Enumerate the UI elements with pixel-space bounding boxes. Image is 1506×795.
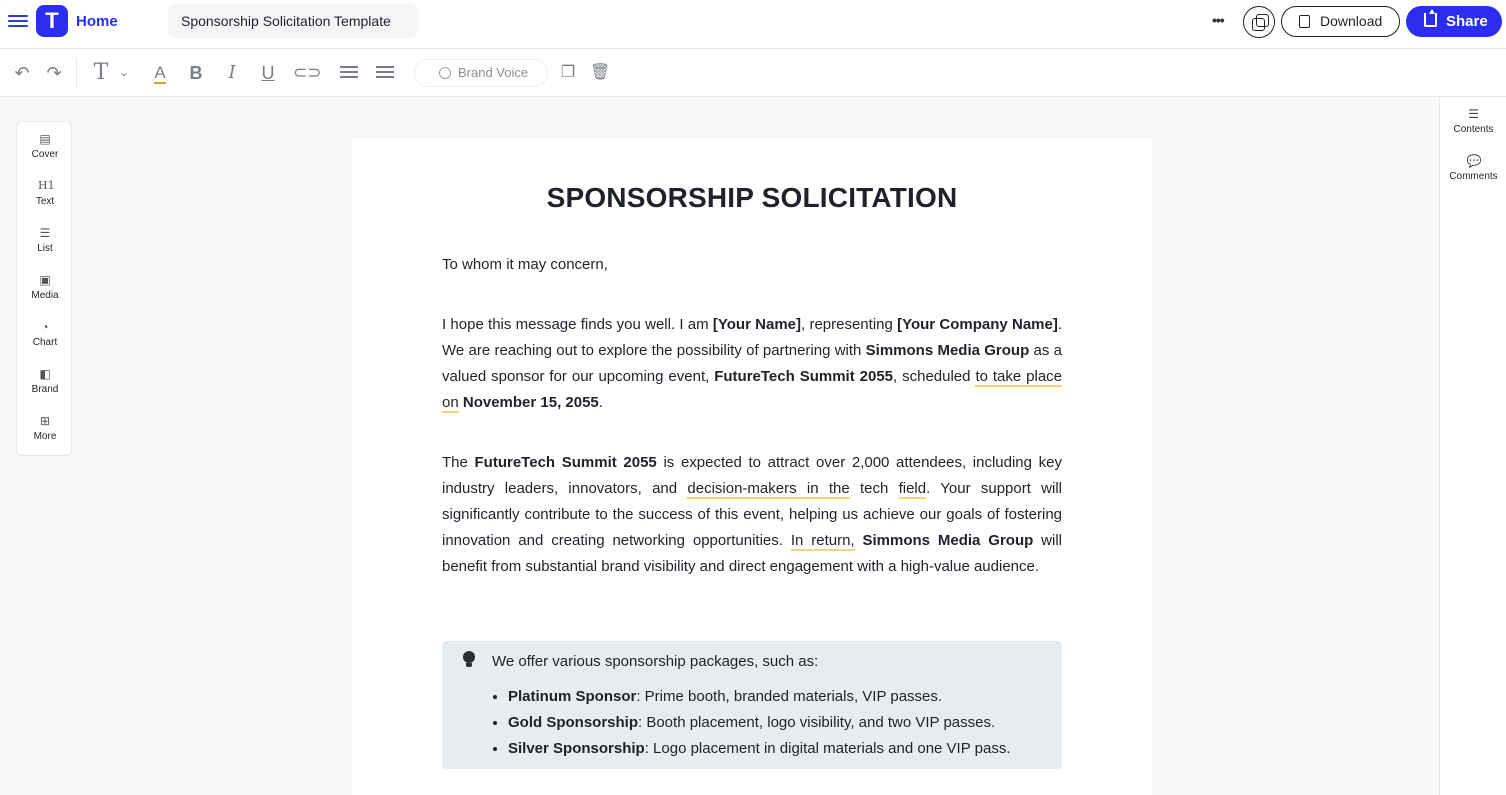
insert-brand-button[interactable]: [17, 367, 73, 409]
download-label: Download: [1320, 13, 1383, 29]
comments-label: Comments: [1449, 171, 1498, 182]
link-icon[interactable]: ⊂⊃: [293, 63, 322, 82]
document-heading[interactable]: SPONSORSHIP SOLICITATION: [546, 182, 958, 213]
document-page[interactable]: [352, 139, 1152, 795]
benefits-paragraph[interactable]: The FutureTech Summit 2055 is expected to attract over 2,000 attendees, including key industry leaders, innovators, and decision-makers in the tech field. Your support will significantly contribute to the success of this event, helping us achieve our goals of fostering innovation and creating networking opportunities. In return, Simmons Media Group will benefit from substantial brand visibility and direct engagement with a high-value audience.: [442, 454, 1063, 575]
brand-icon: ◧: [39, 367, 51, 381]
text-style-icon[interactable]: T: [93, 60, 109, 85]
image-icon: ▣: [39, 273, 51, 287]
insert-chart-label: Chart: [32, 337, 58, 348]
grid-icon: ⊞: [39, 414, 51, 428]
share-label: Share: [1446, 13, 1488, 30]
contents-button[interactable]: [1440, 107, 1506, 135]
share-button[interactable]: [1406, 6, 1502, 37]
trash-icon[interactable]: 🗑: [590, 64, 611, 81]
toolbar-divider: [76, 58, 77, 88]
italic-icon[interactable]: I: [228, 62, 236, 83]
intro-paragraph[interactable]: I hope this message finds you well. I am [Your Name], representing [Your Company Name]. We are reaching out to explore the possibility of partnering with Simmons Media Group as a valued sponsor for our upcoming event, FutureTech Summit 2055, scheduled to take place on November 15, 2055.: [442, 316, 1063, 411]
insert-more-label: More: [33, 431, 57, 442]
underline-icon[interactable]: U: [261, 63, 275, 83]
text-color-icon[interactable]: A: [154, 63, 166, 82]
insert-list-button[interactable]: [17, 226, 73, 268]
bold-icon[interactable]: B: [189, 63, 203, 83]
grammar-suggestion: In return,: [790, 532, 855, 549]
list-item: • Platinum Sponsor: Prime booth, branded materials, VIP passes.: [508, 684, 1048, 710]
document-title-input[interactable]: Sponsorship Solicitation Template: [168, 4, 418, 38]
copy-block-icon[interactable]: ❐: [560, 64, 576, 81]
download-button[interactable]: [1281, 6, 1400, 37]
callout-block[interactable]: [442, 641, 1062, 769]
bullet-list-icon[interactable]: [340, 66, 358, 80]
insert-text-label: Text: [35, 196, 55, 207]
redo-icon[interactable]: ↷: [46, 63, 62, 83]
chart-icon: ◔: [41, 320, 49, 334]
top-bar: [0, 0, 1506, 49]
list-icon: ☰: [39, 226, 51, 240]
insert-list-label: List: [37, 243, 53, 254]
contents-label: Contents: [1453, 124, 1494, 135]
insert-cover-button[interactable]: [17, 132, 73, 174]
insert-brand-label: Brand: [31, 384, 59, 395]
grammar-suggestion: decision-makers in the: [687, 480, 850, 497]
insert-chart-button[interactable]: [17, 320, 73, 362]
grammar-suggestion: to take place on: [442, 368, 1063, 411]
share-icon: [1424, 13, 1437, 27]
heading-icon: H1: [38, 179, 55, 192]
insert-more-button[interactable]: [17, 414, 73, 456]
insert-panel: [16, 121, 72, 456]
brand-voice-label: Brand Voice: [458, 65, 529, 80]
duplicate-icon[interactable]: [1243, 6, 1275, 38]
right-sidebar: [1439, 97, 1506, 795]
insert-media-button[interactable]: [17, 273, 73, 315]
greeting-paragraph[interactable]: To whom it may concern,: [442, 256, 608, 273]
contents-icon: ☰: [1468, 107, 1479, 121]
brand-voice-icon: [439, 67, 451, 79]
comment-icon: 💬: [1466, 154, 1482, 168]
insert-cover-label: Cover: [31, 149, 59, 160]
undo-icon[interactable]: ↶: [14, 63, 30, 83]
chevron-down-icon[interactable]: ⌄: [119, 67, 129, 79]
app-logo[interactable]: T: [36, 5, 68, 37]
cover-icon: ▤: [39, 132, 51, 146]
sponsorship-package-list: [508, 684, 1048, 762]
home-link[interactable]: Home: [76, 13, 118, 30]
more-options-icon[interactable]: •••: [1212, 12, 1224, 28]
insert-media-label: Media: [31, 290, 59, 301]
list-item: • Gold Sponsorship: Booth placement, logo visibility, and two VIP passes.: [508, 710, 1048, 736]
insert-text-button[interactable]: [17, 179, 73, 221]
callout-intro: We offer various sponsorship packages, such as:: [492, 653, 819, 670]
comments-button[interactable]: [1440, 154, 1506, 182]
hamburger-menu-icon[interactable]: [8, 12, 28, 30]
grammar-suggestion: field: [898, 480, 927, 497]
formatting-toolbar: [0, 49, 1506, 97]
download-icon: [1299, 15, 1310, 28]
lightbulb-icon: [462, 651, 476, 669]
brand-voice-button[interactable]: [414, 59, 548, 87]
align-icon[interactable]: [376, 66, 394, 80]
list-item: • Silver Sponsorship: Logo placement in digital materials and one VIP pass.: [508, 736, 1048, 762]
